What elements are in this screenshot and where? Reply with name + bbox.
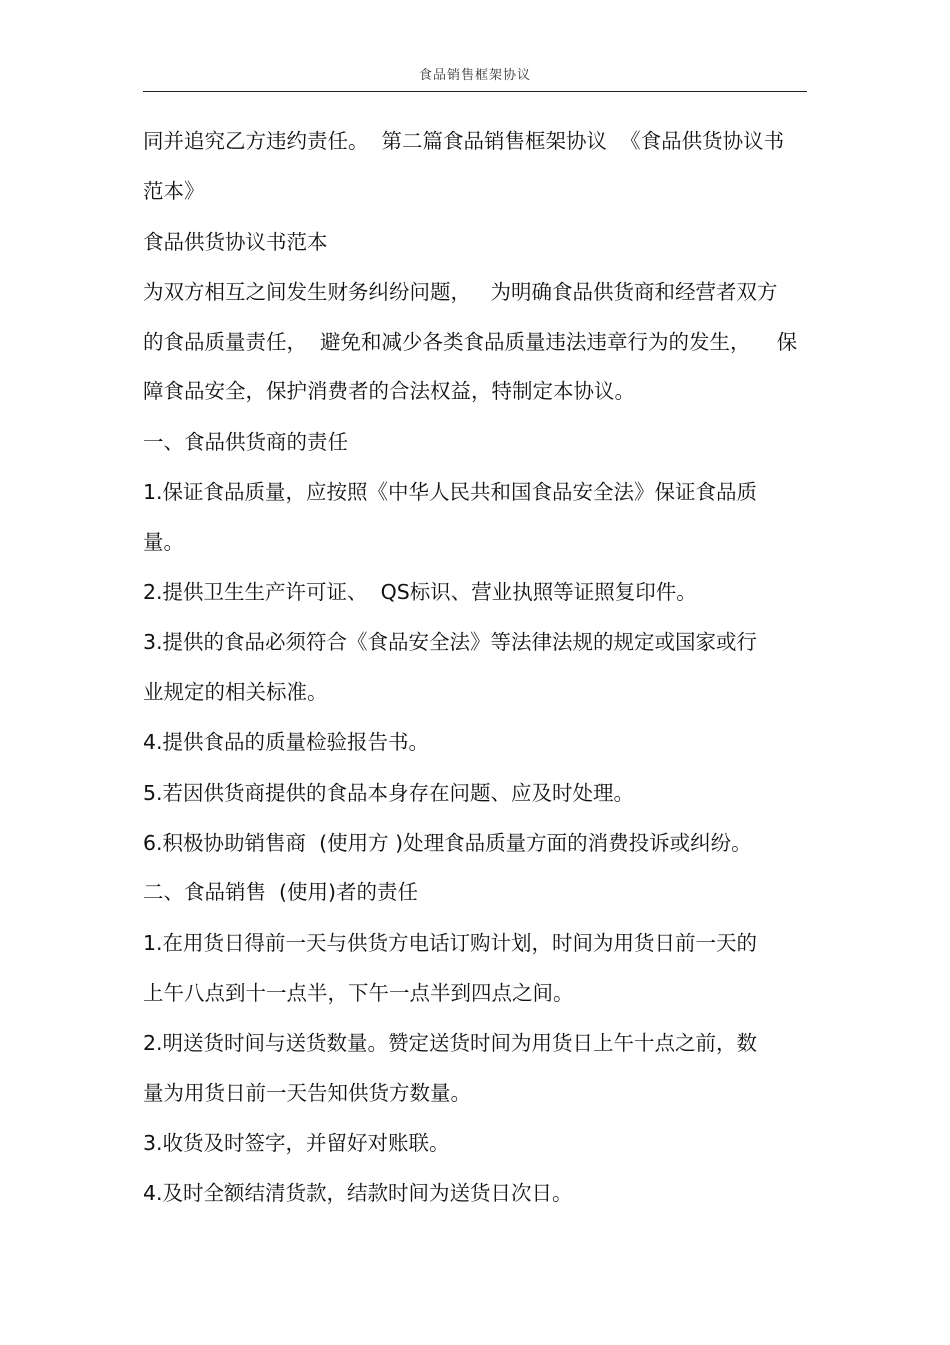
body-line: 1.保证食品质量，应按照《中华人民共和国食品安全法》保证食品质: [143, 480, 758, 504]
body-line: 5.若因供货商提供的食品本身存在问题、应及时处理。: [143, 781, 635, 805]
body-line: 的食品质量责任， 避免和减少各类食品质量违法违章行为的发生， 保: [143, 330, 798, 354]
body-line: 障食品安全，保护消费者的合法权益，特制定本协议。: [143, 379, 635, 403]
section-heading: 一、食品供货商的责任: [143, 430, 348, 454]
body-line: 3.提供的食品必须符合《食品安全法》等法律法规的规定或国家或行: [143, 630, 758, 654]
body-line: 4.提供食品的质量检验报告书。: [143, 730, 430, 754]
body-line: 上午八点到十一点半，下午一点半到四点之间。: [143, 981, 574, 1005]
body-line: 2.提供卫生生产许可证、 QS标识、营业执照等证照复印件。: [143, 580, 697, 604]
body-line: 量。: [143, 530, 184, 554]
body-line: 同并追究乙方违约责任。 第二篇食品销售框架协议 《食品供货协议书: [143, 129, 785, 153]
body-line: 为双方相互之间发生财务纠纷问题， 为明确食品供货商和经营者双方: [143, 280, 778, 304]
body-line: 6.积极协助销售商 (使用方 )处理食品质量方面的消费投诉或纠纷。: [143, 831, 752, 855]
section-heading: 二、食品销售 (使用)者的责任: [143, 880, 419, 904]
body-line: 1.在用货日得前一天与供货方电话订购计划，时间为用货日前一天的: [143, 931, 758, 955]
body-line: 范本》: [143, 179, 205, 203]
body-line: 2.明送货时间与送货数量。赞定送货时间为用货日上午十点之前，数: [143, 1031, 758, 1055]
body-line: 3.收货及时签字，并留好对账联。: [143, 1131, 450, 1155]
body-line: 4.及时全额结清货款，结款时间为送货日次日。: [143, 1181, 573, 1205]
running-header: 食品销售框架协议: [418, 68, 531, 83]
body-line: 量为用货日前一天告知供货方数量。: [143, 1081, 471, 1105]
body-line: 食品供货协议书范本: [143, 230, 328, 254]
body-line: 业规定的相关标准。: [143, 680, 328, 704]
header-divider: [143, 91, 807, 92]
